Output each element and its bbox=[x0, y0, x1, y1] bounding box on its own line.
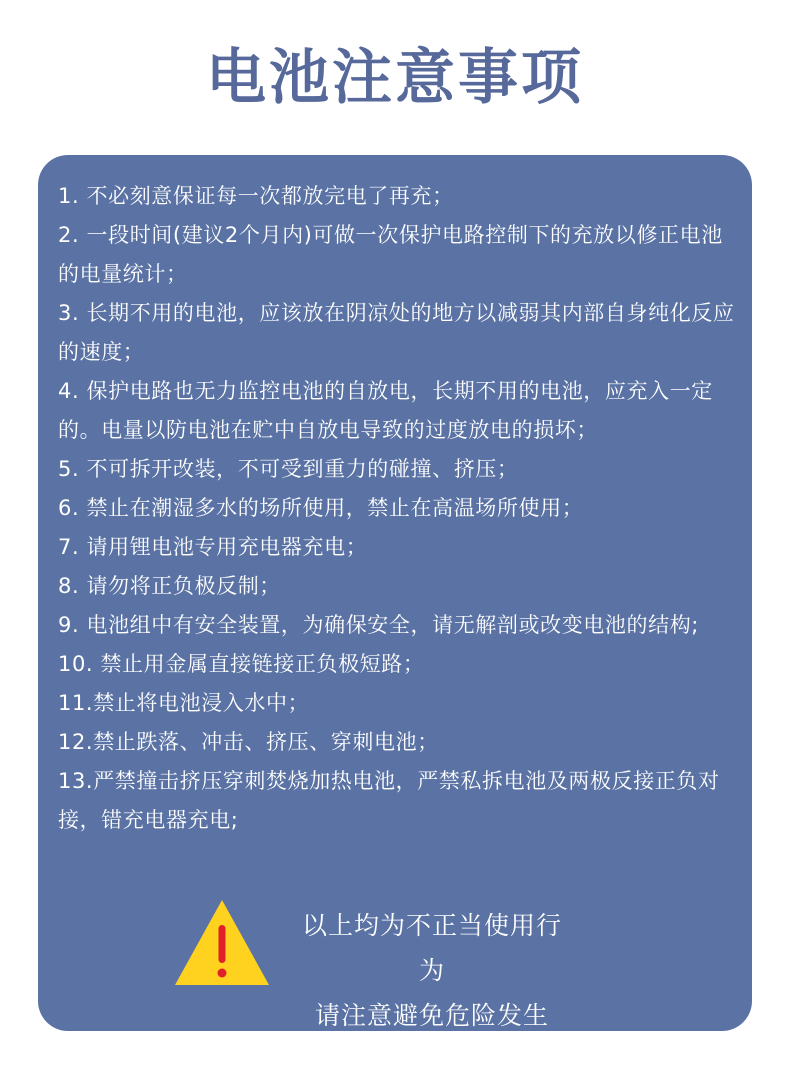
note-item: 5. 不可拆开改装，不可受到重力的碰撞、挤压； bbox=[58, 457, 519, 481]
note-item: 7. 请用锂电池专用充电器充电； bbox=[58, 535, 368, 559]
warning-line-2: 请注意避免危险发生 bbox=[314, 1001, 549, 1030]
note-item: 2. 一段时间(建议2个月内)可做一次保护电路控制下的充放以修正电池的电量统计； bbox=[58, 223, 723, 286]
note-item: 1. 不必刻意保证每一次都放完电了再充； bbox=[58, 184, 454, 208]
page-title: 电池注意事项 bbox=[206, 43, 584, 113]
notes-panel bbox=[38, 155, 752, 1031]
warning-line-1: 以上均为不正当使用行为 bbox=[301, 911, 562, 985]
note-item: 3. 长期不用的电池，应该放在阴凉处的地方以减弱其内部自身纯化反应的速度； bbox=[58, 301, 735, 364]
warning-triangle-icon bbox=[172, 897, 272, 989]
note-item: 9. 电池组中有安全装置，为确保安全，请无解剖或改变电池的结构; bbox=[58, 613, 699, 637]
note-item: 12.禁止跌落、冲击、挤压、穿刺电池； bbox=[58, 730, 439, 754]
note-item: 4. 保护电路也无力监控电池的自放电，长期不用的电池，应充入一定的。电量以防电池在贮中自放电导致的过度放电的损坏； bbox=[58, 379, 713, 442]
note-item: 13.严禁撞击挤压穿刺焚烧加热电池，严禁私拆电池及两极反接正负对接，错充电器充电; bbox=[58, 769, 720, 832]
note-item: 10. 禁止用金属直接链接正负极短路； bbox=[58, 652, 425, 676]
note-item: 11.禁止将电池浸入水中； bbox=[58, 691, 310, 715]
note-item: 6. 禁止在潮湿多水的场所使用，禁止在高温场所使用； bbox=[58, 496, 584, 520]
note-item: 8. 请勿将正负极反制； bbox=[58, 574, 281, 598]
warning-message bbox=[292, 903, 572, 1038]
notes-list bbox=[58, 177, 742, 840]
